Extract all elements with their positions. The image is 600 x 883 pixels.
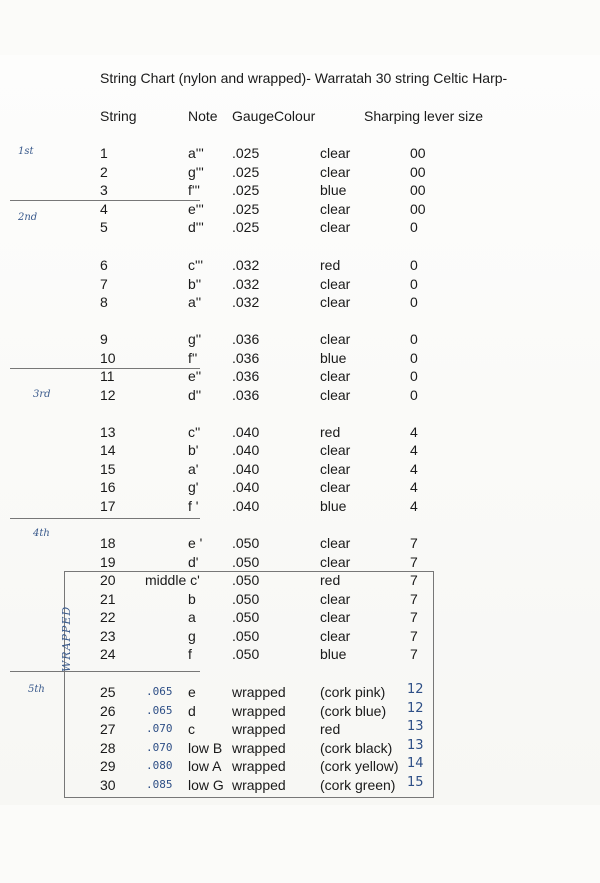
lever-size: 4 (410, 424, 418, 440)
gauge-value: wrapped (232, 684, 286, 700)
note-name: b' (188, 442, 199, 458)
string-number: 7 (100, 276, 108, 292)
lever-size: 7 (410, 591, 418, 607)
gauge-value: .032 (232, 257, 260, 273)
lever-size: 0 (410, 276, 418, 292)
string-number: 25 (100, 684, 116, 700)
note-name: low G (188, 777, 224, 793)
gauge-value: .040 (232, 442, 260, 458)
gauge-value: .050 (232, 535, 260, 551)
gauge-value: .040 (232, 498, 260, 514)
colour-value: clear (320, 276, 351, 292)
gauge-value: wrapped (232, 703, 286, 719)
note-name: f'' (188, 350, 198, 366)
header-gauge-colour: GaugeColour (232, 108, 316, 124)
handwritten-lever-size: 13 (407, 719, 424, 734)
string-number: 9 (100, 331, 108, 347)
gauge-value: .036 (232, 387, 260, 403)
header-string: String (100, 108, 137, 124)
note-name: d''' (188, 219, 204, 235)
handwritten-gauge: .070 (146, 741, 173, 754)
note-name: a' (188, 461, 199, 477)
string-number: 20 (100, 572, 116, 588)
colour-value: (cork pink) (320, 684, 386, 700)
colour-value: blue (320, 498, 347, 514)
string-number: 16 (100, 479, 116, 495)
string-number: 12 (100, 387, 116, 403)
note-name: g''' (188, 164, 204, 180)
lever-size: 7 (410, 535, 418, 551)
handwritten-lever-size: 13 (407, 738, 424, 753)
string-number: 14 (100, 442, 116, 458)
handwritten-gauge: .085 (146, 778, 173, 791)
string-number: 6 (100, 257, 108, 273)
string-number: 19 (100, 554, 116, 570)
octave-mark-4th: 4th (33, 528, 50, 539)
string-number: 17 (100, 498, 116, 514)
note-name: d' (188, 554, 199, 570)
lever-size: 7 (410, 628, 418, 644)
string-number: 18 (100, 535, 116, 551)
lever-size: 00 (410, 201, 426, 217)
octave-divider-4th (10, 518, 200, 519)
chart-title: String Chart (nylon and wrapped)- Warratah 30 string Celtic Harp- (100, 70, 508, 86)
wrapped-box-right (433, 571, 434, 797)
colour-value: blue (320, 182, 347, 198)
string-number: 21 (100, 591, 116, 607)
colour-value: (cork green) (320, 777, 396, 793)
gauge-value: .050 (232, 554, 260, 570)
string-number: 4 (100, 201, 108, 217)
lever-size: 7 (410, 609, 418, 625)
colour-value: clear (320, 368, 351, 384)
header-lever-size: Sharping lever size (364, 108, 484, 124)
colour-value: clear (320, 387, 351, 403)
note-name: low B (188, 740, 223, 756)
note-name: a'' (188, 294, 202, 310)
string-number: 23 (100, 628, 116, 644)
gauge-value: .036 (232, 331, 260, 347)
string-number: 28 (100, 740, 116, 756)
colour-value: clear (320, 628, 351, 644)
note-name: f ' (188, 498, 199, 514)
wrapped-label: WRAPPED (60, 605, 73, 672)
string-number: 15 (100, 461, 116, 477)
note-name: a''' (188, 145, 204, 161)
string-number: 8 (100, 294, 108, 310)
note-name: g' (188, 479, 199, 495)
note-name: c (188, 721, 195, 737)
string-number: 10 (100, 350, 116, 366)
colour-value: clear (320, 609, 351, 625)
note-name: c'' (188, 424, 201, 440)
note-name: b'' (188, 276, 202, 292)
note-name: d'' (188, 387, 202, 403)
colour-value: clear (320, 219, 351, 235)
handwritten-gauge: .065 (146, 704, 173, 717)
colour-value: clear (320, 442, 351, 458)
lever-size: 4 (410, 442, 418, 458)
string-number: 29 (100, 758, 116, 774)
lever-size: 4 (410, 498, 418, 514)
colour-value: (cork black) (320, 740, 393, 756)
colour-value: clear (320, 554, 351, 570)
colour-value: red (320, 257, 341, 273)
gauge-value: wrapped (232, 740, 286, 756)
gauge-value: .025 (232, 145, 260, 161)
colour-value: clear (320, 331, 351, 347)
note-name: middle c' (145, 572, 200, 588)
gauge-value: .025 (232, 182, 260, 198)
colour-value: (cork blue) (320, 703, 387, 719)
string-number: 24 (100, 646, 116, 662)
handwritten-lever-size: 12 (407, 701, 424, 716)
note-name: e ' (188, 535, 203, 551)
lever-size: 0 (410, 368, 418, 384)
note-name: e (188, 684, 196, 700)
note-name: g'' (188, 331, 202, 347)
gauge-value: .036 (232, 350, 260, 366)
octave-mark-1st: 1st (18, 146, 34, 157)
string-number: 5 (100, 219, 108, 235)
string-number: 27 (100, 721, 116, 737)
lever-size: 00 (410, 164, 426, 180)
lever-size: 0 (410, 331, 418, 347)
colour-value: clear (320, 479, 351, 495)
string-number: 22 (100, 609, 116, 625)
gauge-value: .025 (232, 164, 260, 180)
handwritten-lever-size: 15 (407, 775, 424, 790)
note-name: d (188, 703, 196, 719)
header-note: Note (188, 108, 218, 124)
gauge-value: wrapped (232, 758, 286, 774)
note-name: e'' (188, 368, 202, 384)
note-name: e''' (188, 201, 204, 217)
gauge-value: .032 (232, 294, 260, 310)
lever-size: 0 (410, 387, 418, 403)
gauge-value: .050 (232, 591, 260, 607)
octave-mark-3rd: 3rd (33, 389, 51, 400)
lever-size: 0 (410, 350, 418, 366)
lever-size: 7 (410, 646, 418, 662)
note-name: g (188, 628, 196, 644)
lever-size: 4 (410, 461, 418, 477)
handwritten-gauge: .065 (146, 685, 173, 698)
gauge-value: .040 (232, 424, 260, 440)
note-name: f''' (188, 182, 200, 198)
gauge-value: .050 (232, 572, 260, 588)
octave-mark-5th: 5th (28, 684, 45, 695)
octave-mark-2nd: 2nd (18, 212, 38, 223)
gauge-value: wrapped (232, 777, 286, 793)
colour-value: blue (320, 350, 347, 366)
colour-value: clear (320, 535, 351, 551)
string-number: 13 (100, 424, 116, 440)
colour-value: clear (320, 294, 351, 310)
string-number: 3 (100, 182, 108, 198)
note-name: low A (188, 758, 222, 774)
gauge-value: .036 (232, 368, 260, 384)
lever-size: 00 (410, 145, 426, 161)
gauge-value: wrapped (232, 721, 286, 737)
lever-size: 7 (410, 554, 418, 570)
note-name: c''' (188, 257, 204, 273)
note-name: f (188, 646, 192, 662)
colour-value: clear (320, 201, 351, 217)
colour-value: red (320, 721, 341, 737)
string-number: 1 (100, 145, 108, 161)
string-number: 11 (100, 368, 115, 384)
gauge-value: .040 (232, 479, 260, 495)
colour-value: clear (320, 164, 351, 180)
scan-area (0, 55, 600, 805)
colour-value: red (320, 572, 341, 588)
colour-value: clear (320, 145, 351, 161)
colour-value: red (320, 424, 341, 440)
colour-value: (cork yellow) (320, 758, 399, 774)
note-name: b (188, 591, 196, 607)
string-number: 26 (100, 703, 116, 719)
handwritten-lever-size: 12 (407, 682, 424, 697)
lever-size: 0 (410, 257, 418, 273)
string-number: 30 (100, 777, 116, 793)
string-number: 2 (100, 164, 108, 180)
note-name: a (188, 609, 196, 625)
lever-size: 0 (410, 219, 418, 235)
handwritten-gauge: .080 (146, 759, 173, 772)
lever-size: 7 (410, 572, 418, 588)
wrapped-box-bottom (64, 797, 434, 798)
handwritten-lever-size: 14 (407, 756, 424, 771)
colour-value: clear (320, 591, 351, 607)
lever-size: 0 (410, 294, 418, 310)
handwritten-gauge: .070 (146, 722, 173, 735)
colour-value: clear (320, 461, 351, 477)
gauge-value: .050 (232, 646, 260, 662)
gauge-value: .025 (232, 201, 260, 217)
gauge-value: .050 (232, 628, 260, 644)
lever-size: 4 (410, 479, 418, 495)
lever-size: 00 (410, 182, 426, 198)
gauge-value: .050 (232, 609, 260, 625)
octave-divider-5th (10, 671, 200, 672)
colour-value: blue (320, 646, 347, 662)
gauge-value: .040 (232, 461, 260, 477)
gauge-value: .032 (232, 276, 260, 292)
gauge-value: .025 (232, 219, 260, 235)
